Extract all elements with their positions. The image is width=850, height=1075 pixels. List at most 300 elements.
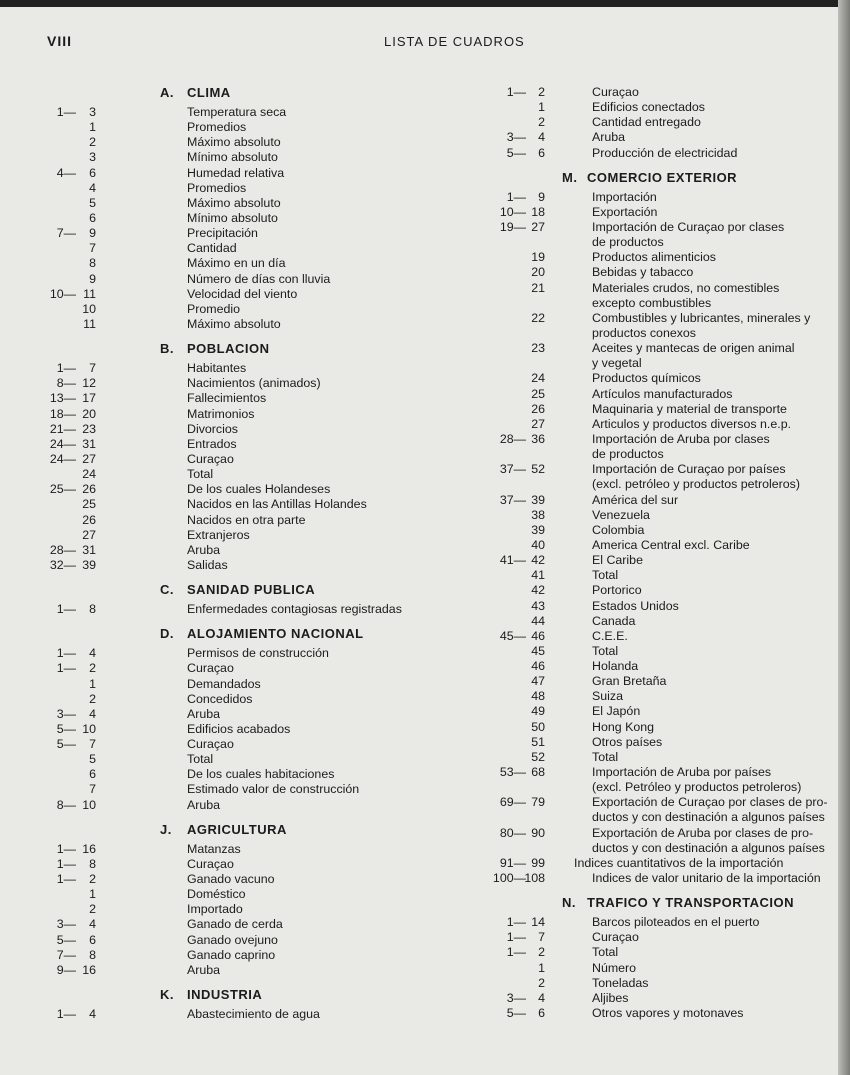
table-number: 26 — [82, 512, 96, 527]
table-list-entry — [450, 704, 840, 719]
table-list-entry — [450, 841, 840, 856]
table-title: Número — [592, 960, 637, 975]
table-list-entry — [40, 558, 440, 573]
table-range-start: 1— — [56, 105, 76, 119]
table-number: 26 — [82, 482, 96, 497]
table-list-entry — [40, 150, 440, 165]
table-number: 8 — [89, 856, 96, 871]
table-list-entry — [40, 1007, 440, 1022]
table-number: 4 — [538, 130, 545, 145]
table-number: 45 — [531, 643, 545, 658]
section-heading — [450, 170, 840, 187]
section-title: ALOJAMIENTO NACIONAL — [187, 626, 364, 642]
table-number: 1 — [89, 676, 96, 691]
table-title: Venezuela — [592, 507, 650, 522]
table-range-start: 9— — [56, 962, 76, 977]
table-number: 17 — [82, 391, 96, 406]
table-title: Materiales crudos, no comestibles — [592, 280, 780, 295]
table-title: Permisos de construcción — [187, 646, 329, 661]
table-range-start: 1— — [56, 856, 76, 871]
table-list-entry — [450, 765, 840, 780]
table-range-start: 24— — [49, 451, 76, 466]
table-number: 9 — [538, 189, 545, 204]
table-range-start: 37— — [499, 462, 526, 477]
table-list-entry — [450, 523, 840, 538]
table-list-entry — [450, 538, 840, 553]
table-title: de productos — [592, 447, 664, 462]
table-title: ductos y con destinación a algunos países — [592, 810, 825, 825]
table-number: 79 — [531, 795, 545, 810]
table-number: 2 — [538, 945, 545, 960]
table-number: 8 — [89, 947, 96, 962]
table-title: Estados Unidos — [592, 598, 679, 613]
table-title: Nacimientos (animados) — [187, 376, 321, 391]
table-range-start: 5— — [506, 145, 526, 160]
table-number: 7 — [89, 782, 96, 797]
table-list-entry — [40, 767, 440, 782]
table-number: 14 — [531, 915, 545, 930]
table-list-entry — [40, 602, 440, 617]
table-list-entry — [40, 842, 440, 857]
table-list-entry — [450, 326, 840, 341]
table-list-entry — [40, 361, 440, 376]
table-list-entry — [40, 782, 440, 797]
table-number: 46 — [531, 659, 545, 674]
table-title: Estimado valor de construcción — [187, 782, 360, 797]
table-title: Exportación de Aruba por clases de pro- — [592, 825, 814, 840]
table-range-start: 1— — [56, 841, 76, 856]
table-range-start: 13— — [49, 391, 76, 406]
table-list-entry — [450, 356, 840, 371]
table-title: Cantidad — [187, 241, 237, 256]
table-range-start: 1— — [506, 85, 526, 99]
table-list-entry — [40, 722, 440, 737]
page-number: VIII — [47, 33, 73, 49]
table-title: Precipitación — [187, 226, 258, 241]
table-range-start: 7— — [56, 947, 76, 962]
table-title: Abastecimiento de agua — [187, 1007, 320, 1022]
table-title: C.E.E. — [592, 628, 628, 643]
table-number: 40 — [531, 537, 545, 552]
table-list-entry — [40, 241, 440, 256]
table-range-start: 4— — [56, 165, 76, 180]
table-list-entry — [450, 583, 840, 598]
table-range-start: 10— — [499, 204, 526, 219]
table-number: 31 — [82, 542, 96, 557]
table-title: Ganado caprino — [187, 947, 276, 962]
table-title: Promedio — [187, 301, 241, 316]
table-list-entry — [450, 810, 840, 825]
table-number: 18 — [531, 204, 545, 219]
table-title: Importado — [187, 902, 243, 917]
table-list-entry — [450, 659, 840, 674]
table-number: 90 — [531, 825, 545, 840]
section-title: TRAFICO Y TRANSPORTACION — [587, 895, 795, 911]
table-title: Mínimo absoluto — [187, 210, 278, 225]
table-number: 49 — [531, 704, 545, 719]
table-number: 25 — [531, 386, 545, 401]
table-list-entry — [40, 692, 440, 707]
table-range-start: 37— — [499, 492, 526, 507]
table-list-entry — [450, 447, 840, 462]
table-list-entry — [40, 528, 440, 543]
table-list-entry — [450, 1006, 840, 1021]
table-title: Máximo en un día — [187, 256, 286, 271]
table-list-entry — [450, 720, 840, 735]
page-title: LISTA DE CUADROS — [384, 34, 525, 49]
table-title: excepto combustibles — [592, 295, 712, 310]
table-title: Ganado ovejuno — [187, 932, 278, 947]
table-range-start: 1— — [56, 872, 76, 887]
table-number: 25 — [82, 497, 96, 512]
table-list-entry — [450, 85, 840, 100]
table-range-start: 3— — [56, 917, 76, 932]
table-number: 108 — [524, 871, 545, 886]
table-number: 6 — [89, 210, 96, 225]
table-list-entry — [40, 391, 440, 406]
table-list-entry — [450, 146, 840, 161]
table-title: Articulos y productos diversos n.e.p. — [592, 416, 792, 431]
table-title: Importación de Curaçao por países — [592, 462, 786, 477]
table-title: Divorcios — [187, 421, 238, 436]
table-title: Toneladas — [592, 975, 649, 990]
table-number: 7 — [89, 241, 96, 256]
table-list-entry — [40, 105, 440, 120]
table-list-entry — [40, 302, 440, 317]
section-letter: M. — [562, 169, 578, 185]
table-list-entry — [40, 482, 440, 497]
table-range-start: 1— — [56, 602, 76, 617]
table-number: 8 — [89, 256, 96, 271]
table-title: Ganado de cerda — [187, 917, 283, 932]
section-title: AGRICULTURA — [187, 821, 287, 837]
table-range-start: 25— — [49, 482, 76, 497]
table-title: Fallecimientos — [187, 391, 267, 406]
table-number: 7 — [89, 361, 96, 376]
table-title: Temperatura seca — [187, 105, 287, 119]
table-list-entry — [450, 961, 840, 976]
table-list-entry — [40, 887, 440, 902]
table-title: Aljibes — [592, 990, 629, 1005]
table-list-entry — [40, 798, 440, 813]
table-list-entry — [40, 256, 440, 271]
table-title: Curaçao — [187, 737, 234, 752]
table-range-start: 28— — [499, 431, 526, 446]
table-title: Velocidad del viento — [187, 286, 298, 301]
table-number: 4 — [89, 1007, 96, 1022]
table-number: 39 — [531, 492, 545, 507]
table-title: Curaçao — [592, 930, 639, 945]
table-range-start: 45— — [499, 628, 526, 643]
section-heading — [40, 987, 440, 1004]
table-list-entry — [40, 135, 440, 150]
table-list-entry — [450, 220, 840, 235]
table-number: 6 — [538, 1006, 545, 1021]
table-list-entry — [40, 707, 440, 722]
table-title: Total — [592, 749, 619, 764]
table-title: América del sur — [592, 492, 679, 507]
table-title: Mínimo absoluto — [187, 150, 278, 165]
table-number: 21 — [531, 280, 545, 295]
table-list-entry — [450, 735, 840, 750]
table-title: Aruba — [187, 542, 221, 557]
table-title: Número de días con lluvia — [187, 271, 331, 286]
table-number: 4 — [89, 706, 96, 721]
table-number: 99 — [531, 855, 545, 870]
table-title: Aruba — [592, 130, 626, 145]
table-list-entry — [450, 402, 840, 417]
table-range-start: 10— — [49, 286, 76, 301]
table-number: 3 — [89, 105, 96, 119]
table-range-start: 18— — [49, 406, 76, 421]
table-range-start: 5— — [56, 737, 76, 752]
table-number: 1 — [89, 120, 96, 135]
table-number: 6 — [538, 145, 545, 160]
table-list-entry — [40, 467, 440, 482]
table-number: 10 — [82, 721, 96, 736]
table-range-start: 5— — [56, 721, 76, 736]
table-title: Exportación de Curaçao por clases de pro- — [592, 795, 828, 810]
table-list-entry — [40, 226, 440, 241]
table-range-start: 53— — [499, 765, 526, 780]
table-number: 4 — [89, 180, 96, 195]
table-list-entry — [40, 317, 440, 332]
table-title: Edificios acabados — [187, 721, 291, 736]
table-number: 52 — [531, 749, 545, 764]
table-number: 2 — [538, 115, 545, 130]
section-heading — [40, 341, 440, 358]
table-title: Ganado vacuno — [187, 872, 275, 887]
table-list-entry — [450, 644, 840, 659]
table-number: 50 — [531, 719, 545, 734]
table-list-entry — [40, 376, 440, 391]
table-title: Barcos piloteados en el puerto — [592, 915, 760, 930]
table-title: Nacidos en otra parte — [187, 512, 306, 527]
table-list-entry — [450, 190, 840, 205]
table-range-start: 1— — [506, 945, 526, 960]
table-list-entry — [450, 432, 840, 447]
table-number: 10 — [82, 301, 96, 316]
table-title: Total — [592, 643, 619, 658]
table-number: 10 — [82, 797, 96, 812]
table-number: 1 — [89, 887, 96, 902]
table-title: Máximo absoluto — [187, 135, 281, 150]
table-list-entry — [40, 497, 440, 512]
table-number: 9 — [89, 271, 96, 286]
table-range-start: 7— — [56, 226, 76, 241]
table-number: 4 — [89, 646, 96, 661]
table-number: 47 — [531, 674, 545, 689]
table-range-start: 5— — [506, 1006, 526, 1021]
table-range-start: 41— — [499, 553, 526, 568]
table-list-entry — [40, 677, 440, 692]
table-title: Máximo absoluto — [187, 316, 281, 331]
table-list-entry — [450, 341, 840, 356]
table-list-entry — [450, 689, 840, 704]
table-list-entry — [450, 674, 840, 689]
table-title: Otros países — [592, 734, 663, 749]
section-title: CLIMA — [187, 85, 231, 100]
table-title: Promedios — [187, 120, 247, 135]
table-number: 41 — [531, 568, 545, 583]
table-title: Edificios conectados — [592, 100, 705, 115]
section-letter: A. — [160, 85, 174, 100]
section-heading — [40, 85, 440, 102]
table-list-entry — [40, 513, 440, 528]
table-title: Portorico — [592, 583, 642, 598]
table-title: Gran Bretaña — [592, 674, 667, 689]
table-title: Productos alimenticios — [592, 250, 716, 265]
table-number: 23 — [82, 421, 96, 436]
table-title: Aruba — [187, 962, 221, 977]
table-title: America Central excl. Caribe — [592, 537, 750, 552]
table-title: Indices de valor unitario de la importación — [592, 871, 821, 886]
table-list-entry — [40, 872, 440, 887]
table-title: Combustibles y lubricantes, minerales y — [592, 310, 811, 325]
table-title: Demandados — [187, 676, 261, 691]
table-list-entry — [450, 614, 840, 629]
table-list-entry — [40, 737, 440, 752]
table-number: 46 — [531, 628, 545, 643]
table-range-start: 24— — [49, 436, 76, 451]
table-number: 12 — [82, 376, 96, 391]
table-title: Curaçao — [592, 85, 639, 99]
table-title: Canada — [592, 613, 636, 628]
table-list-entry — [450, 991, 840, 1006]
table-number: 2 — [89, 902, 96, 917]
table-title: Maquinaria y material de transporte — [592, 401, 787, 416]
table-number: 48 — [531, 689, 545, 704]
table-title: (excl. Petróleo y productos petroleros) — [592, 780, 802, 795]
table-number: 2 — [538, 975, 545, 990]
table-title: Total — [592, 568, 619, 583]
table-number: 42 — [531, 583, 545, 598]
table-list-entry — [40, 287, 440, 302]
table-number: 36 — [531, 431, 545, 446]
table-title: Curaçao — [187, 451, 234, 466]
table-number: 27 — [531, 416, 545, 431]
table-number: 26 — [531, 401, 545, 416]
table-title: Humedad relativa — [187, 165, 285, 180]
table-title: Total — [187, 467, 214, 482]
section-letter: D. — [160, 626, 174, 642]
table-number: 2 — [89, 691, 96, 706]
table-title: Total — [592, 945, 619, 960]
table-number: 39 — [82, 557, 96, 572]
table-title: Otros vapores y motonaves — [592, 1006, 744, 1021]
table-number: 38 — [531, 507, 545, 522]
table-number: 5 — [89, 752, 96, 767]
table-range-start: 1— — [56, 1007, 76, 1022]
table-title: Importación de Aruba por países — [592, 765, 772, 780]
table-list-entry — [40, 902, 440, 917]
table-list-entry — [450, 100, 840, 115]
table-list-entry — [40, 437, 440, 452]
table-list-entry — [450, 629, 840, 644]
table-title: Aceites y mantecas de origen animal — [592, 341, 795, 356]
table-list-entry — [450, 568, 840, 583]
section-letter: K. — [160, 987, 174, 1003]
table-title: Salidas — [187, 557, 228, 572]
table-number: 3 — [89, 150, 96, 165]
table-number: 16 — [82, 962, 96, 977]
table-range-start: 1— — [506, 930, 526, 945]
section-letter: J. — [160, 821, 172, 837]
table-list-entry — [450, 265, 840, 280]
table-title: Habitantes — [187, 361, 247, 376]
table-title: Importación de Aruba por clases — [592, 431, 770, 446]
table-list-entry — [40, 857, 440, 872]
table-number: 27 — [531, 219, 545, 234]
section-heading — [40, 582, 440, 599]
table-title: Indices cuantitativos de la importación — [574, 855, 784, 870]
table-title: El Japón — [592, 704, 641, 719]
section-letter: N. — [562, 895, 576, 911]
table-list-entry — [450, 130, 840, 145]
table-number: 6 — [89, 767, 96, 782]
table-list-entry — [450, 945, 840, 960]
table-list-entry — [40, 963, 440, 978]
table-title: Bebidas y tabacco — [592, 265, 694, 280]
table-title: Máximo absoluto — [187, 195, 281, 210]
table-range-start: 8— — [56, 797, 76, 812]
table-number: 7 — [89, 737, 96, 752]
table-list-entry — [40, 661, 440, 676]
table-range-start: 91— — [499, 855, 526, 870]
table-range-start: 80— — [499, 825, 526, 840]
table-title: Importación — [592, 189, 657, 204]
table-range-start: 19— — [499, 219, 526, 234]
table-title: Producción de electricidad — [592, 145, 738, 160]
table-title: De los cuales habitaciones — [187, 767, 335, 782]
table-number: 27 — [82, 527, 96, 542]
table-number: 51 — [531, 734, 545, 749]
scan-top-edge — [0, 0, 850, 7]
section-title: SANIDAD PUBLICA — [187, 582, 316, 598]
table-range-start: 3— — [506, 130, 526, 145]
table-title: Nacidos en las Antillas Holandes — [187, 497, 367, 512]
table-number: 52 — [531, 462, 545, 477]
table-list-entry — [450, 750, 840, 765]
table-range-start: 28— — [49, 542, 76, 557]
table-title: Doméstico — [187, 887, 246, 902]
table-number: 1 — [538, 960, 545, 975]
table-number: 11 — [83, 316, 96, 331]
table-number: 22 — [531, 310, 545, 325]
table-title: De los cuales Holandeses — [187, 482, 331, 497]
table-title: Holanda — [592, 659, 639, 674]
table-range-start: 1— — [56, 646, 76, 661]
table-title: Aruba — [187, 706, 221, 721]
table-range-start: 69— — [499, 795, 526, 810]
table-number: 23 — [531, 341, 545, 356]
table-number: 7 — [538, 930, 545, 945]
table-number: 27 — [82, 451, 96, 466]
table-list-entry — [450, 281, 840, 296]
table-list-entry — [40, 272, 440, 287]
table-number: 43 — [531, 598, 545, 613]
table-number: 6 — [89, 932, 96, 947]
section-title: INDUSTRIA — [187, 987, 263, 1003]
table-number: 24 — [531, 371, 545, 386]
table-title: Curaçao — [187, 661, 234, 676]
table-number: 39 — [531, 522, 545, 537]
table-list-entry — [450, 250, 840, 265]
table-list-entry — [450, 871, 840, 886]
table-list-entry — [40, 166, 440, 181]
table-title: Suiza — [592, 689, 623, 704]
table-number: 2 — [89, 135, 96, 150]
